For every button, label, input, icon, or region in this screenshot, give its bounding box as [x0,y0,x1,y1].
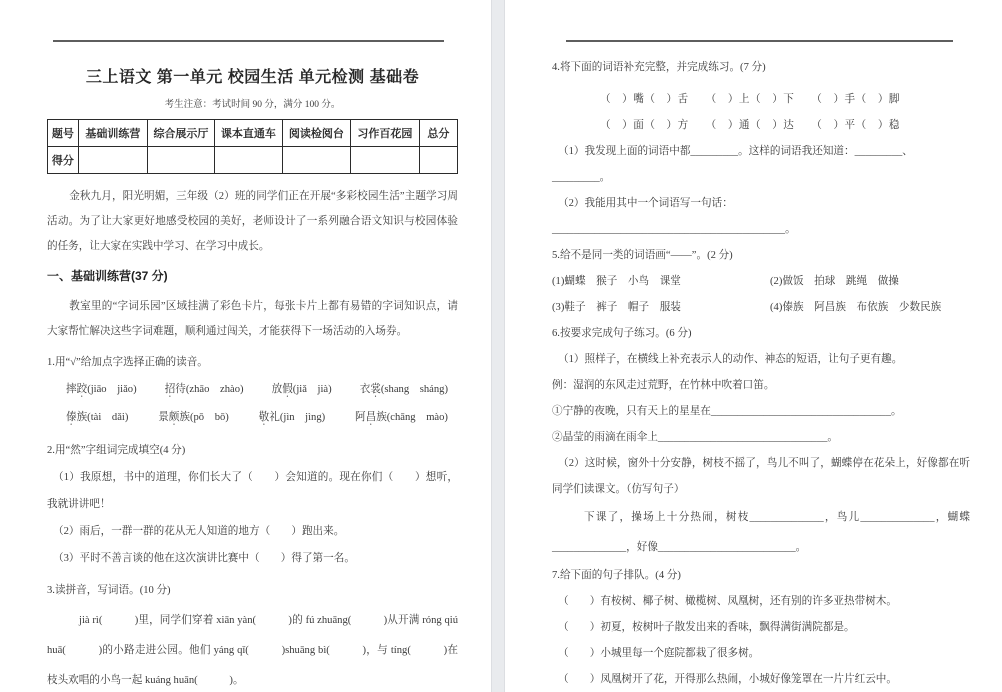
question-6-stem: 6.按要求完成句子练习。(6 分) [552,328,692,339]
page-2 [505,0,1002,692]
score-table-header-cell: 总分 [419,120,457,147]
question-7-item-1: （ ）有桉树、椰子树、橄榄树、凤凰树，还有别的许多亚热带树木。 [558,596,897,607]
question-4-sub-2: （2）我能用其中一个词语写一句话：____________________________________________。 [552,198,796,235]
score-cell [148,147,215,174]
question-7-stem: 7.给下面的句子排队。(4 分) [552,570,681,581]
section-1-heading: 一、基础训练营(37 分) [47,269,168,283]
question-1-stem: 1.用“√”给加点字选择正确的读音。 [47,356,208,368]
word-choice-item: 阿昌族(chāng mào) [355,411,448,423]
question-1-row-2 [47,404,458,432]
question-6-example: 例：湿润的东风走过荒野，在竹林中吹着口笛。 [552,380,775,391]
word-choice-item: 衣裳(shang sháng) [359,383,448,395]
question-5-row-1 [552,269,970,295]
question-4-stem: 4.将下面的词语补充完整，并完成练习。(7 分) [552,62,766,73]
question-2-item-1: （1）我原想，书中的道理，你们长大了（ ）会知道的。现在你们（ ）想听，我就讲讲吧！ [47,471,458,510]
score-table-header-cell: 综合展示厅 [148,120,215,147]
question-3-body: jià rì( )里，同学们穿着 xiān yàn( )的 fú zhuāng( )从开满 róng qiú huā( )的小路走进公园。他们 yáng qǐ( )shuāng bì( )，与 tíng( )在枝头欢唱的小鸟一起 kuáng huān( )。 [47,614,458,686]
question-6-sub-2: （2）这时候，窗外十分安静，树枝不摇了，鸟儿不叫了，蝴蝶停在花朵上，好像都在听同学们读课文。（仿写句子） [552,458,970,495]
score-row-label: 得分 [48,147,79,174]
question-2-stem: 2.用“然”字组词完成填空(4 分) [47,444,186,456]
question-6-sub-1: （1）照样子，在横线上补充表示人的动作、神态的短语，让句子更有趣。 [558,354,903,365]
word-choice-item: 招待(zhāo zhào) [164,383,244,395]
score-cell [419,147,457,174]
question-7-item-2: （ ）初夏，桉树叶子散发出来的香味，飘得满街满院都是。 [558,622,855,633]
score-cell [78,147,147,174]
exam-intro-paragraph: 金秋九月，阳光明媚，三年级（2）班的同学们正在开展“多彩校园生活”主题学习周活动。为了让大家更好地感受校园的美好，老师设计了一系列融合语文知识与校园体验的任务，让大家在实践中学习、在学习中成长。 [47,191,458,252]
question-4-sub-1: （1）我发现上面的词语中都_________。这样的词语我还知道：_________、_________。 [552,146,913,183]
page-header-rule [566,40,953,42]
score-cell [350,147,419,174]
question-4-row-1: （ ）嘴（ ）舌 （ ）上（ ）下 （ ）手（ ）脚 [600,94,901,105]
section-1-intro: 教室里的“字词乐园”区域挂满了彩色卡片，每张卡片上都有易错的字词知识点，请大家帮忙解决这些字词难题，顺利通过闯关，才能获得下一场活动的入场券。 [47,300,458,337]
word-group: (1)蝴蝶 猴子 小鸟 课堂 [552,276,681,287]
question-5-row-2 [552,295,970,321]
question-6-fill-2: ②晶莹的雨滴在雨伞上________________________________。 [552,432,839,443]
question-5-stem: 5.给不是同一类的词语画“——”。(2 分) [552,250,733,261]
score-table-header-cell: 课本直通车 [214,120,282,147]
page-1 [0,0,491,692]
score-cell [214,147,282,174]
word-choice-item: 傣族(tài dǎi) [66,411,129,423]
word-choice-item: 景颇族(pō bō) [158,411,229,423]
word-group: (2)做饭 拍球 跳绳 做操 [770,276,899,287]
score-table-header-cell: 基础训练营 [78,120,147,147]
word-choice-item: 摔跤(jiāo jiǎo) [66,383,137,395]
question-6-fill-1: ①宁静的夜晚，只有天上的星星在__________________________________。 [552,406,902,417]
score-table-header-cell: 题号 [48,120,79,147]
score-table [47,119,458,174]
question-3-stem: 3.读拼音，写词语。(10 分) [47,584,171,596]
question-7-item-4: （ ）凤凰树开了花，开得那么热闹，小城好像笼罩在一片片红云中。 [558,674,897,685]
question-6-imitation-blank: 下课了，操场上十分热闹，树枝______________，鸟儿______________，蝴蝶______________，好像__________________________。 [552,512,970,553]
word-group: (3)鞋子 裤子 帽子 服装 [552,302,681,313]
question-7-item-3: （ ）小城里每一个庭院都栽了很多树。 [558,648,760,659]
score-table-header-cell: 阅读检阅台 [282,120,350,147]
word-group: (4)傣族 阿昌族 布依族 少数民族 [770,302,942,313]
word-choice-item: 放假(jiǎ jià) [271,383,332,395]
score-table-header-row [48,120,458,147]
score-table-score-row [48,147,458,174]
question-2-item-3: （3）平时不善言谈的他在这次演讲比赛中（ ）得了第一名。 [53,552,355,564]
question-2-item-2: （2）雨后，一群一群的花从无人知道的地方（ ）跑出来。 [53,525,345,537]
page-header-rule [53,40,444,42]
question-1-row-1 [47,376,458,404]
page-title: 三上语文 第一单元 校园生活 单元检测 基础卷 [85,69,420,86]
score-table-header-cell: 习作百花园 [350,120,419,147]
page-gap-divider [491,0,505,692]
score-cell [282,147,350,174]
word-choice-item: 敬礼(jìn jìng) [258,411,326,423]
exam-notice: 考生注意：考试时间 90 分，满分 100 分。 [164,100,341,110]
question-4-row-2: （ ）面（ ）方 （ ）通（ ）达 （ ）平（ ）稳 [600,120,901,131]
